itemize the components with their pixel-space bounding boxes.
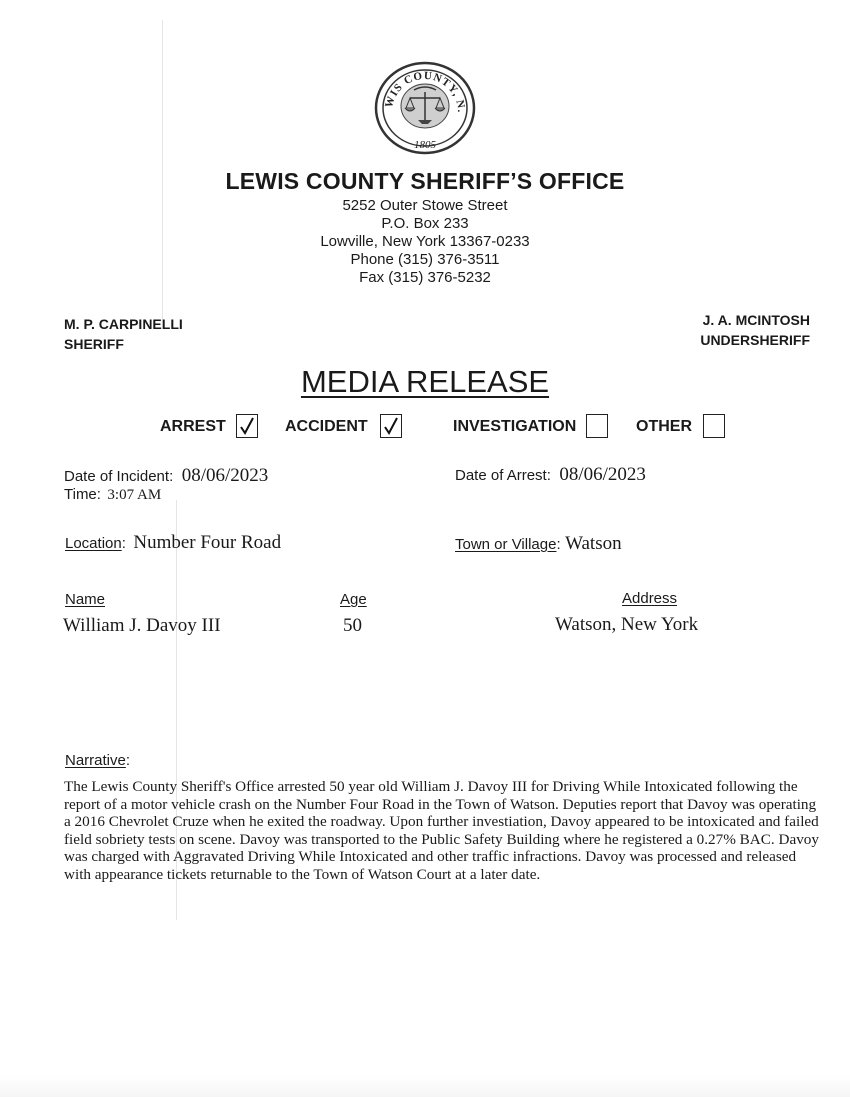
person-age: 50 [343,615,362,636]
other-checkbox[interactable] [703,414,725,438]
narrative-label-row: Narrative: [65,752,131,769]
narrative-label: Narrative [65,752,126,769]
narrative-text: The Lewis County Sheriff's Office arrested 50 year old William J. Davoy III for Driving While Intoxicated following the report of a motor vehicle crash on the Number Four Road in the Town of Watson. Deputies report that Davoy was operating a 2016 Chevrolet Cruze when he exited the roadway. Upon further investiation, Davoy appeared to be intoxicated and failed field sobriety tests on scene. Davoy was transported to the Public Safety Building where he registered a 0.27% BAC. Davoy was charged with Aggravated Driving While Intoxicated and other traffic infractions. Davoy was processed and released with appearance tickets returnable to the Town of Watson Court at a later date. [64,778,819,883]
arrest-date-value: 08/06/2023 [559,464,646,485]
incident-date-value: 08/06/2023 [181,465,269,486]
incident-time-row [64,486,161,504]
location-label: Location [65,535,122,552]
county-seal [370,60,480,160]
investigation-checkbox[interactable] [586,414,608,438]
person-address: Watson, New York [555,614,699,635]
undersheriff-title: UNDERSHERIFF [700,332,810,348]
person-name: William J. Davoy III [63,615,221,636]
incident-date-row [64,465,268,487]
address-city: Lowville, New York 13367-0233 [320,233,530,250]
town-label: Town or Village [455,536,557,553]
incident-time-value: 3:07 AM [107,487,162,503]
address-header: Address [622,590,678,607]
address-po-box: P.O. Box 233 [381,215,469,232]
accident-checkbox[interactable] [380,414,402,438]
incident-time-label: Time: [64,486,101,503]
category-label-investigation: INVESTIGATION [453,418,577,435]
category-label-accident: ACCIDENT [285,418,368,435]
scan-shadow [0,1075,850,1097]
arrest-checkbox[interactable] [236,414,258,438]
arrest-date-row [455,464,646,486]
seal-year: 1805 [414,139,436,151]
phone-number: Phone (315) 376-3511 [350,251,500,268]
fax-number: Fax (315) 376-5232 [359,269,491,286]
town-value: Watson [565,533,622,554]
media-release-title: MEDIA RELEASE [300,364,550,399]
sheriff-block [64,314,183,354]
sheriff-name: M. P. CARPINELLI [64,316,183,332]
name-header: Name [65,591,106,608]
arrest-date-label: Date of Arrest: [455,467,551,484]
undersheriff-block [700,310,810,350]
undersheriff-name: J. A. MCINTOSH [702,312,810,328]
incident-date-label: Date of Incident: [64,468,174,485]
age-header: Age [340,591,367,608]
sheriff-title: SHERIFF [64,336,124,352]
checkmark-icon [383,416,399,436]
category-label-other: OTHER [636,418,692,435]
org-title: LEWIS COUNTY SHERIFF’S OFFICE [225,168,625,194]
checkmark-icon [239,416,255,436]
location-row: Location: Number Four Road [65,532,282,553]
address-street: 5252 Outer Stowe Street [342,197,508,214]
location-value: Number Four Road [133,532,282,553]
town-row: Town or Village: Watson [455,533,622,554]
category-label-arrest: ARREST [160,418,226,435]
svg-text:LEWIS COUNTY, N.Y.: WIS COUNTY, N. [383,69,468,114]
